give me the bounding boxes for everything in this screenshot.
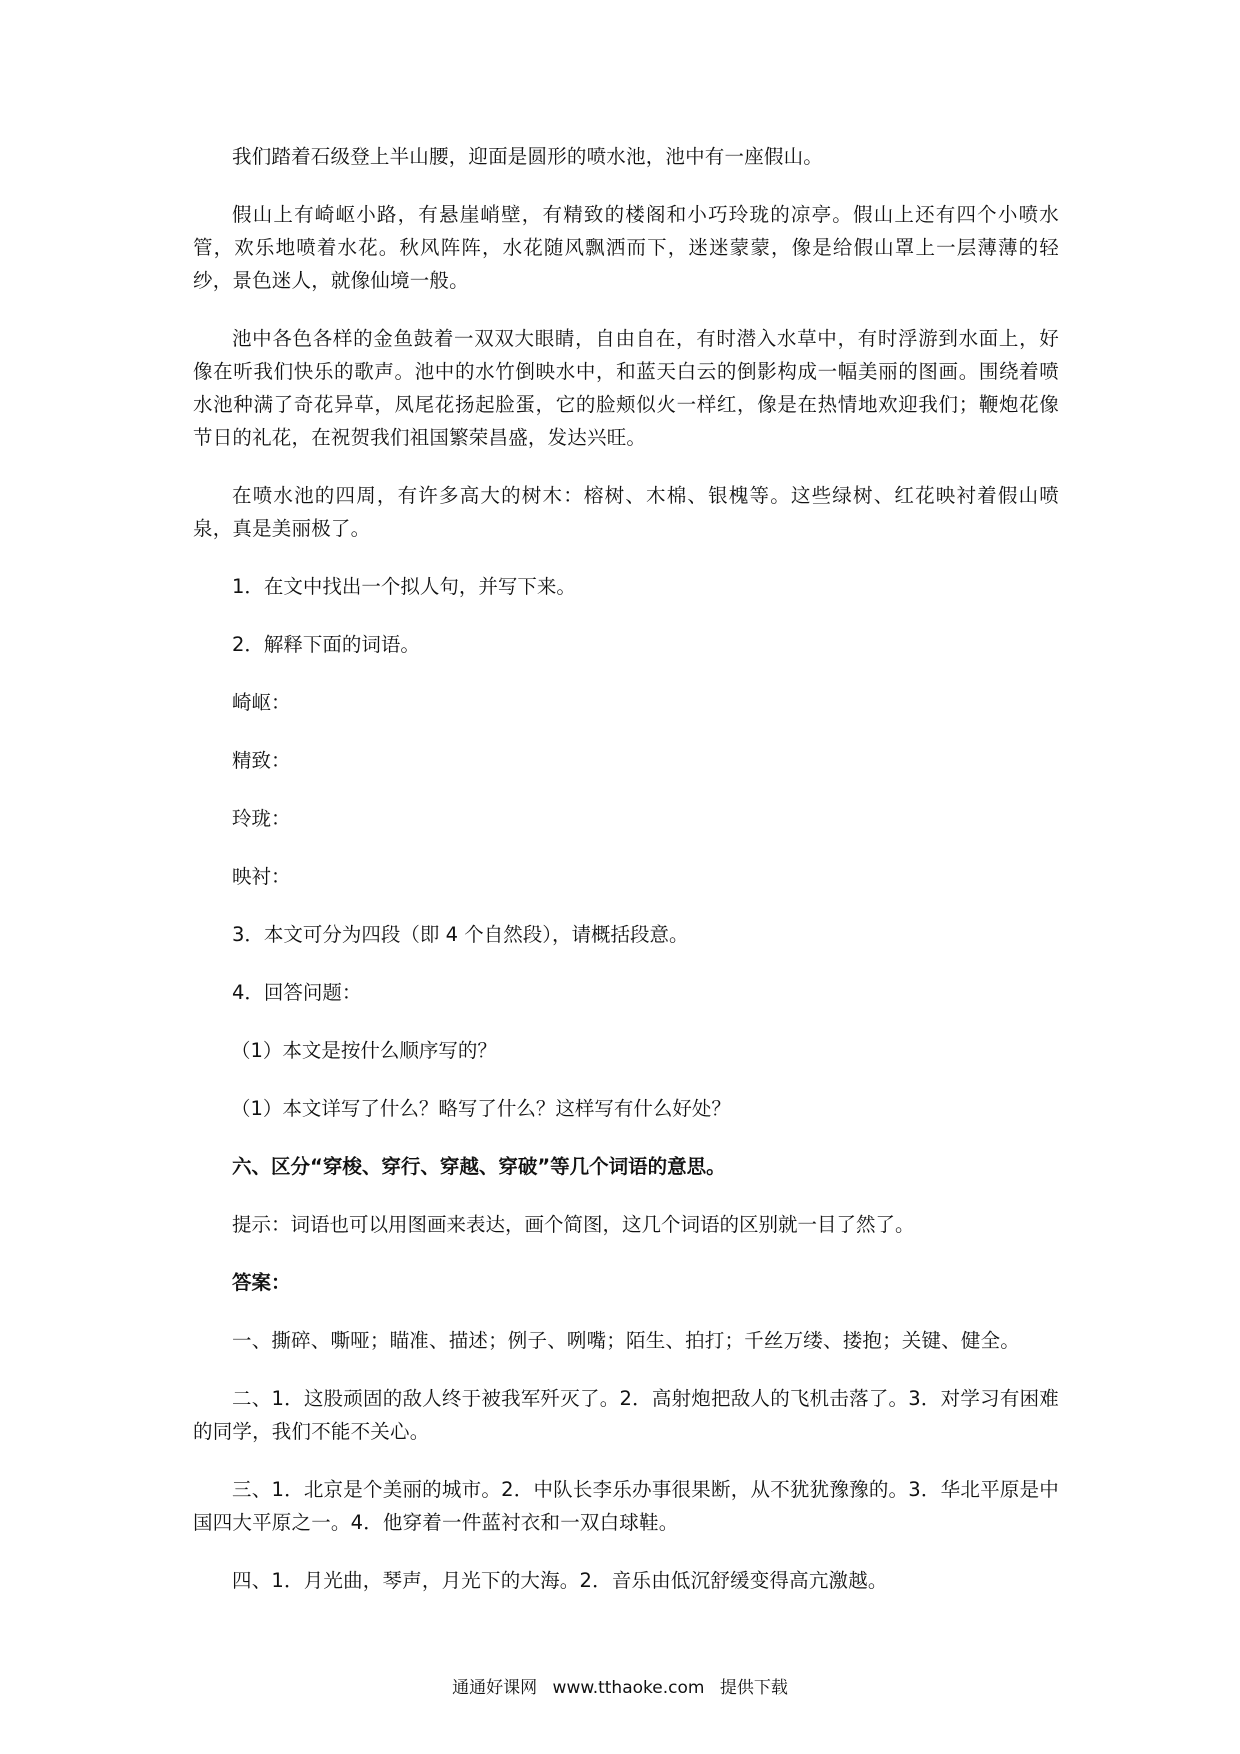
answer-1: 一、撕碎、嘶哑；瞄准、描述；例子、咧嘴；陌生、拍打；千丝万缕、搂抱；关键、健全。 [232, 1329, 1021, 1352]
question-4-part-2: （1）本文详写了什么？略写了什么？这样写有什么好处？ [231, 1097, 731, 1120]
page-footer [0, 1676, 1240, 1700]
question-2: 2．解释下面的词语。 [232, 633, 420, 656]
answer-4: 四、1．月光曲，琴声，月光下的大海。2．音乐由低沉舒缓变得高亢激越。 [232, 1569, 888, 1592]
word-item-4: 映衬： [232, 865, 291, 888]
question-3: 3．本文可分为四段（即 4 个自然段），请概括段意。 [232, 923, 689, 946]
footer-site-name: 通通好课网 [452, 1678, 538, 1698]
answer-2: 二、1．这股顽固的敌人终于被我军歼灭了。2．高射炮把敌人的飞机击落了。3．对学习有困难的同学，我们不能不关心。 [193, 1387, 1059, 1443]
word-item-2: 精致： [232, 749, 291, 772]
word-item-3: 玲珑： [232, 807, 291, 830]
answers-heading: 答案： [232, 1271, 291, 1294]
passage-paragraph-3: 池中各色各样的金鱼鼓着一双双大眼睛，自由自在，有时潜入水草中，有时浮游到水面上，好像在听我们快乐的歌声。池中的水竹倒映水中，和蓝天白云的倒影构成一幅美丽的图画。围绕着喷水池种满了奇花异草，凤尾花扬起脸蛋，它的脸颊似火一样红，像是在热情地欢迎我们；鞭炮花像节日的礼花，在祝贺我们祖国繁荣昌盛，发达兴旺。 [193, 327, 1059, 449]
question-4-part-1: （1）本文是按什么顺序写的？ [231, 1039, 497, 1062]
footer-url-link[interactable]: www.tthaoke.com [552, 1678, 705, 1698]
word-item-1: 崎岖： [232, 691, 291, 714]
passage-paragraph-4: 在喷水池的四周，有许多高大的树木：榕树、木棉、银槐等。这些绿树、红花映衬着假山喷泉，真是美丽极了。 [193, 484, 1059, 540]
passage-paragraph-1: 我们踏着石级登上半山腰，迎面是圆形的喷水池，池中有一座假山。 [232, 145, 824, 168]
answer-3: 三、1．北京是个美丽的城市。2．中队长李乐办事很果断，从不犹犹豫豫的。3．华北平原是中国四大平原之一。4．他穿着一件蓝衬衣和一双白球鞋。 [193, 1478, 1059, 1534]
question-1: 1．在文中找出一个拟人句，并写下来。 [232, 575, 576, 598]
footer-note: 提供下载 [719, 1678, 788, 1698]
document-body [193, 140, 1059, 1622]
passage-paragraph-2: 假山上有崎岖小路，有悬崖峭壁，有精致的楼阁和小巧玲珑的凉亭。假山上还有四个小喷水管，欢乐地喷着水花。秋风阵阵，水花随风飘洒而下，迷迷蒙蒙，像是给假山罩上一层薄薄的轻纱，景色迷人，就像仙境一般。 [193, 203, 1059, 292]
section-6-title: 六、区分“穿梭、穿行、穿越、穿破”等几个词语的意思。 [232, 1155, 726, 1178]
section-6-hint: 提示：词语也可以用图画来表达，画个简图，这几个词语的区别就一目了然了。 [232, 1213, 915, 1236]
question-4: 4．回答问题： [232, 981, 362, 1004]
